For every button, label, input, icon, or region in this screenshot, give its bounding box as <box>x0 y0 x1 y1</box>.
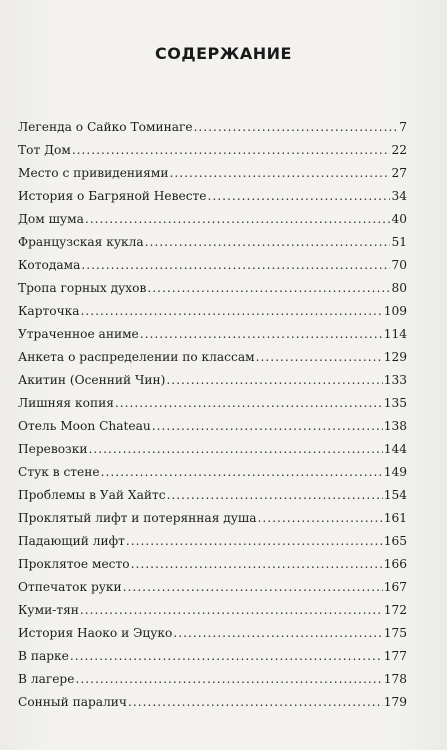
dot-leader <box>115 392 383 415</box>
toc-entry <box>18 553 407 576</box>
toc-entry <box>18 300 407 323</box>
toc-entry-title: Проклятое место <box>18 557 130 571</box>
toc-entry-page-number: 166 <box>383 557 407 571</box>
toc-entry <box>18 139 407 162</box>
toc-entry <box>18 231 407 254</box>
toc-entry <box>18 415 407 438</box>
toc-entry-title: Утраченное аниме <box>18 327 139 341</box>
dot-leader <box>81 300 383 323</box>
toc-entry-page-number: 138 <box>383 419 407 433</box>
toc-entry <box>18 116 407 139</box>
toc-entry-title: В парке <box>18 649 69 663</box>
toc-entry-title: Проклятый лифт и потерянная душа <box>18 511 257 525</box>
toc-entry <box>18 162 407 185</box>
toc-entry-title: Тот Дом <box>18 143 71 157</box>
toc-entry <box>18 576 407 599</box>
dot-leader <box>258 507 383 530</box>
toc-entry <box>18 346 407 369</box>
dot-leader <box>169 162 390 185</box>
toc-entry-page-number: 70 <box>391 258 407 272</box>
toc-entry-title: Легенда о Сайко Томинаге <box>18 120 193 134</box>
toc-entry-page-number: 149 <box>383 465 407 479</box>
toc-entry <box>18 277 407 300</box>
toc-entry <box>18 208 407 231</box>
toc-entry-page-number: 161 <box>383 511 407 525</box>
toc-entry-title: История о Багряной Невесте <box>18 189 207 203</box>
dot-leader <box>131 553 383 576</box>
toc-entry <box>18 369 407 392</box>
toc-entry-page-number: 154 <box>383 488 407 502</box>
toc-entry <box>18 254 407 277</box>
toc-entry-page-number: 34 <box>391 189 407 203</box>
toc-entry <box>18 484 407 507</box>
toc-entry-page-number: 179 <box>383 695 407 709</box>
toc-entry-page-number: 175 <box>383 626 407 640</box>
toc-entry-title: Французская кукла <box>18 235 144 249</box>
dot-leader <box>194 116 399 139</box>
toc-entry-page-number: 22 <box>391 143 407 157</box>
dot-leader <box>128 691 383 714</box>
toc-entry <box>18 691 407 714</box>
toc-entry-title: Отель Moon Chateau <box>18 419 151 433</box>
toc-entry-page-number: 167 <box>383 580 407 594</box>
toc-entry-title: Проблемы в Уай Хайтс <box>18 488 166 502</box>
dot-leader <box>147 277 390 300</box>
toc-entry-title: Лишняя копия <box>18 396 114 410</box>
toc-entry-title: Анкета о распределении по классам <box>18 350 255 364</box>
toc-entry <box>18 185 407 208</box>
toc-entry-title: Дом шума <box>18 212 84 226</box>
toc-entry-title: Падающий лифт <box>18 534 125 548</box>
dot-leader <box>152 415 383 438</box>
toc-entry-page-number: 135 <box>383 396 407 410</box>
toc-entry-page-number: 178 <box>383 672 407 686</box>
toc-entry-page-number: 129 <box>383 350 407 364</box>
dot-leader <box>72 139 391 162</box>
toc-entry-page-number: 165 <box>383 534 407 548</box>
toc-entry-page-number: 114 <box>383 327 407 341</box>
dot-leader <box>88 438 382 461</box>
toc-entry-page-number: 27 <box>391 166 407 180</box>
dot-leader <box>85 208 391 231</box>
toc-entry-page-number: 172 <box>383 603 407 617</box>
toc-entry-page-number: 51 <box>391 235 407 249</box>
dot-leader <box>207 185 390 208</box>
dot-leader <box>140 323 383 346</box>
toc-entry <box>18 668 407 691</box>
toc-entry <box>18 530 407 553</box>
toc-entry <box>18 622 407 645</box>
toc-entry-title: Акитин (Осенний Чин) <box>18 373 166 387</box>
toc-entry-title: Перевозки <box>18 442 88 456</box>
toc-entry-title: Отпечаток руки <box>18 580 122 594</box>
table-of-contents <box>18 116 407 714</box>
dot-leader <box>256 346 383 369</box>
toc-entry-page-number: 177 <box>383 649 407 663</box>
toc-entry-page-number: 109 <box>383 304 407 318</box>
dot-leader <box>81 254 390 277</box>
toc-entry <box>18 599 407 622</box>
dot-leader <box>126 530 383 553</box>
toc-entry-title: История Наоко и Эцуко <box>18 626 173 640</box>
toc-entry <box>18 461 407 484</box>
toc-entry <box>18 645 407 668</box>
dot-leader <box>166 369 382 392</box>
dot-leader <box>145 231 391 254</box>
toc-entry-title: Куми-тян <box>18 603 79 617</box>
toc-entry-title: Котодама <box>18 258 81 272</box>
dot-leader <box>80 599 383 622</box>
dot-leader <box>101 461 383 484</box>
page-title: СОДЕРЖАНИЕ <box>155 44 292 63</box>
toc-entry-page-number: 7 <box>399 120 407 134</box>
toc-entry-title: Сонный паралич <box>18 695 127 709</box>
toc-entry <box>18 323 407 346</box>
dot-leader <box>167 484 383 507</box>
toc-entry <box>18 438 407 461</box>
toc-entry <box>18 392 407 415</box>
toc-entry-title: Стук в стене <box>18 465 100 479</box>
toc-entry-title: Место с привидениями <box>18 166 169 180</box>
dot-leader <box>75 668 382 691</box>
toc-entry-page-number: 144 <box>383 442 407 456</box>
toc-entry <box>18 507 407 530</box>
toc-entry-title: Карточка <box>18 304 80 318</box>
dot-leader <box>123 576 383 599</box>
dot-leader <box>70 645 383 668</box>
toc-entry-title: В лагере <box>18 672 75 686</box>
dot-leader <box>173 622 382 645</box>
toc-entry-page-number: 133 <box>383 373 407 387</box>
toc-entry-page-number: 80 <box>391 281 407 295</box>
toc-entry-title: Тропа горных духов <box>18 281 147 295</box>
toc-entry-page-number: 40 <box>391 212 407 226</box>
